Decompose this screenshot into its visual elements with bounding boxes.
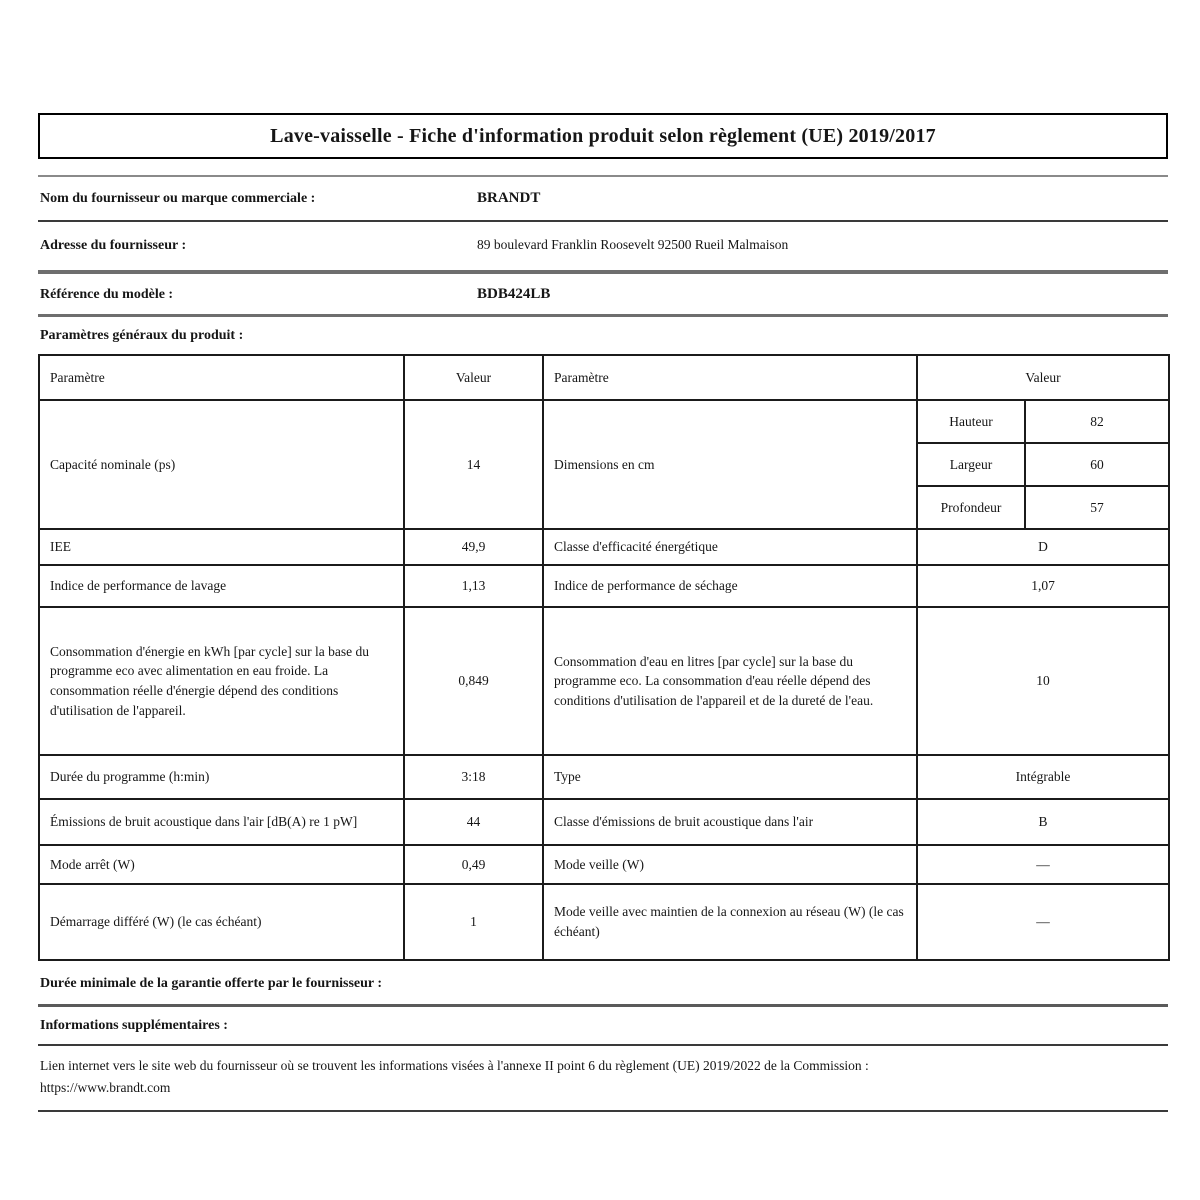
iee-value: 49,9 xyxy=(404,529,543,565)
delayed-start-label: Démarrage différé (W) (le cas échéant) xyxy=(39,884,404,960)
model-reference-row xyxy=(38,274,1168,317)
model-reference-value: BDB424LB xyxy=(477,286,551,302)
row-noise xyxy=(39,799,1169,845)
drying-performance-label: Indice de performance de séchage xyxy=(543,565,917,607)
capacity-label: Capacité nominale (ps) xyxy=(39,400,404,529)
washing-performance-value: 1,13 xyxy=(404,565,543,607)
washing-performance-label: Indice de performance de lavage xyxy=(39,565,404,607)
supplier-link-block xyxy=(38,1046,1168,1112)
table-header-row xyxy=(39,355,1169,400)
additional-info-heading: Informations supplémentaires : xyxy=(38,1007,1168,1046)
dimension-height-value: 82 xyxy=(1025,400,1169,443)
noise-emission-value: 44 xyxy=(404,799,543,845)
row-off-standby xyxy=(39,845,1169,884)
type-value: Intégrable xyxy=(917,755,1169,799)
header-value-right: Valeur xyxy=(917,355,1169,400)
header-value-left: Valeur xyxy=(404,355,543,400)
water-consumption-label: Consommation d'eau en litres [par cycle] sur la base du programme eco. La consommation d'eau réelle dépend des conditions d'utilisation de l'appareil et de la dureté de l'eau. xyxy=(543,607,917,755)
networked-standby-value: — xyxy=(917,884,1169,960)
supplier-address-value: 89 boulevard Franklin Roosevelt 92500 Rueil Malmaison xyxy=(477,237,789,252)
warranty-heading: Durée minimale de la garantie offerte par le fournisseur : xyxy=(38,961,1168,1007)
header-param-right: Paramètre xyxy=(543,355,917,400)
row-performance xyxy=(39,565,1169,607)
dimensions-label: Dimensions en cm xyxy=(543,400,917,529)
networked-standby-label: Mode veille avec maintien de la connexion au réseau (W) (le cas échéant) xyxy=(543,884,917,960)
sheet-content xyxy=(38,113,1168,1112)
iee-label: IEE xyxy=(39,529,404,565)
program-duration-label: Durée du programme (h:min) xyxy=(39,755,404,799)
dimension-depth-label: Profondeur xyxy=(917,486,1025,529)
energy-consumption-value: 0,849 xyxy=(404,607,543,755)
off-mode-value: 0,49 xyxy=(404,845,543,884)
general-parameters-heading: Paramètres généraux du produit : xyxy=(40,328,244,343)
off-mode-label: Mode arrêt (W) xyxy=(39,845,404,884)
supplier-name-value: BRANDT xyxy=(477,190,541,206)
noise-class-value: B xyxy=(917,799,1169,845)
dimension-height-label: Hauteur xyxy=(917,400,1025,443)
dimension-width-value: 60 xyxy=(1025,443,1169,486)
header-param-left: Paramètre xyxy=(39,355,404,400)
dimension-width-label: Largeur xyxy=(917,443,1025,486)
standby-mode-label: Mode veille (W) xyxy=(543,845,917,884)
general-parameters-table xyxy=(38,354,1170,961)
energy-consumption-label: Consommation d'énergie en kWh [par cycle] sur la base du programme eco avec alimentation en eau froide. La consommation réelle d'énergie dépend des conditions d'utilisation de l'appareil. xyxy=(39,607,404,755)
energy-class-value: D xyxy=(917,529,1169,565)
supplier-link-url: https://www.brandt.com xyxy=(40,1080,171,1096)
model-reference-label: Référence du modèle : xyxy=(40,287,174,302)
noise-class-label: Classe d'émissions de bruit acoustique dans l'air xyxy=(543,799,917,845)
water-consumption-value: 10 xyxy=(917,607,1169,755)
type-label: Type xyxy=(543,755,917,799)
delayed-start-value: 1 xyxy=(404,884,543,960)
title-box xyxy=(38,113,1168,159)
capacity-value: 14 xyxy=(404,400,543,529)
standby-mode-value: — xyxy=(917,845,1169,884)
noise-emission-label: Émissions de bruit acoustique dans l'air [dB(A) re 1 pW] xyxy=(39,799,404,845)
energy-class-label: Classe d'efficacité énergétique xyxy=(543,529,917,565)
row-iee xyxy=(39,529,1169,565)
supplier-link-text: Lien internet vers le site web du fournisseur où se trouvent les informations visées à l'annexe II point 6 du règlement (UE) 2019/2022 de la Commission : xyxy=(40,1058,869,1073)
row-capacity-dimensions-1 xyxy=(39,400,1169,443)
drying-performance-value: 1,07 xyxy=(917,565,1169,607)
row-duration-type xyxy=(39,755,1169,799)
supplier-address-label: Adresse du fournisseur : xyxy=(40,238,187,253)
supplier-address-row xyxy=(38,222,1168,274)
supplier-name-row xyxy=(38,177,1168,222)
program-duration-value: 3:18 xyxy=(404,755,543,799)
supplier-name-label: Nom du fournisseur ou marque commerciale : xyxy=(40,191,316,206)
row-delayed-start xyxy=(39,884,1169,960)
dimension-depth-value: 57 xyxy=(1025,486,1169,529)
row-consumption xyxy=(39,607,1169,755)
page-title: Lave-vaisselle - Fiche d'information produit selon règlement (UE) 2019/2017 xyxy=(270,124,936,147)
